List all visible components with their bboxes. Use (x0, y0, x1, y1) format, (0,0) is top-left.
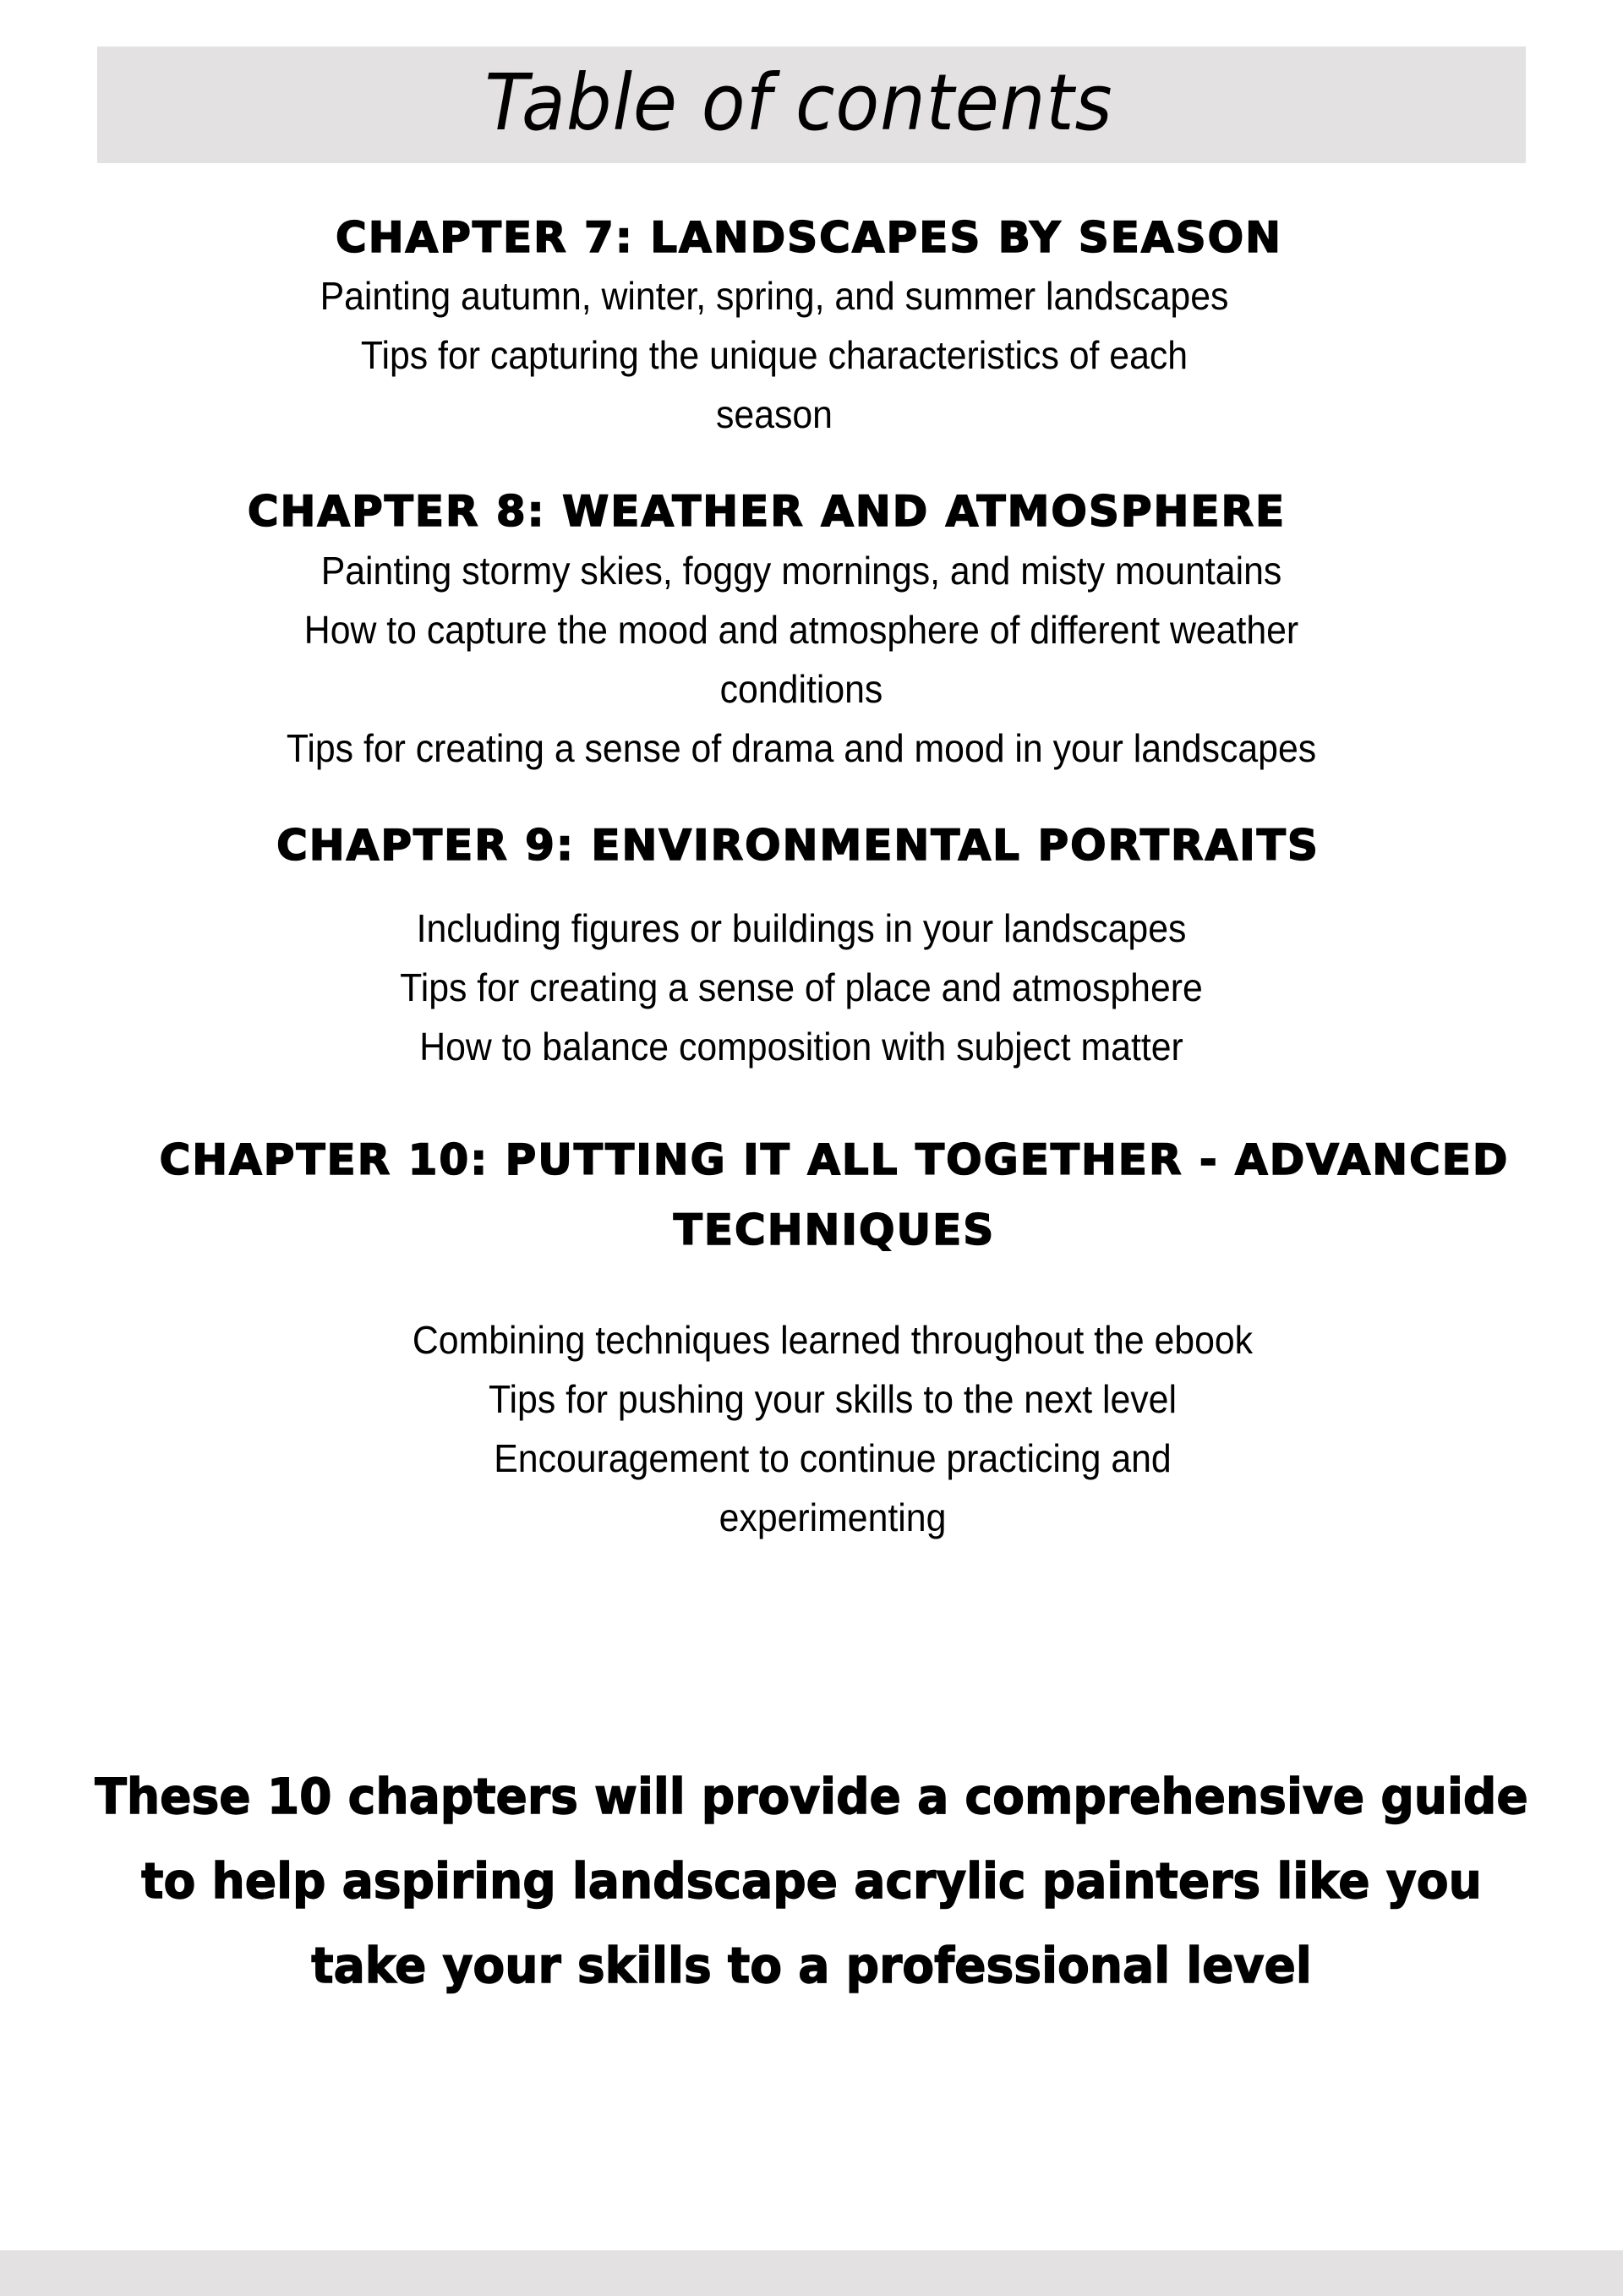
title-banner (97, 46, 1526, 163)
chapter-item: Painting stormy skies, foggy mornings, and misty mountains (320, 549, 1282, 593)
chapter-heading-continued: TECHNIQUES (673, 1205, 996, 1255)
chapter-item: Tips for creating a sense of drama and mood in your landscapes (286, 726, 1317, 770)
chapter-item: How to balance composition with subject matter (419, 1025, 1183, 1069)
chapter-heading: CHAPTER 9: ENVIRONMENTAL PORTRAITS (276, 821, 1320, 870)
chapter-item: How to capture the mood and atmosphere of different weather (303, 608, 1299, 652)
closing-line: take your skills to a professional level (311, 1937, 1312, 1994)
chapter-item: experimenting (719, 1495, 947, 1539)
footer-bar (0, 2250, 1623, 2296)
chapter-item: Encouragement to continue practicing and (494, 1436, 1172, 1480)
page-title: Table of contents (484, 57, 1113, 148)
chapter-item: Tips for creating a sense of place and atmosphere (400, 965, 1203, 1009)
closing-line: to help aspiring landscape acrylic painters like you (141, 1852, 1482, 1910)
closing-line: These 10 chapters will provide a comprehensive guide (95, 1768, 1528, 1825)
chapter-heading: CHAPTER 8: WEATHER AND ATMOSPHERE (247, 487, 1287, 536)
chapter-item: Including figures or buildings in your landscapes (416, 906, 1187, 950)
chapter-item: Painting autumn, winter, spring, and summer landscapes (320, 274, 1229, 318)
chapter-heading: CHAPTER 7: LANDSCAPES BY SEASON (336, 213, 1282, 262)
chapter-item: season (716, 392, 833, 436)
chapter-item: conditions (719, 667, 883, 711)
chapter-item: Tips for capturing the unique characteristics of each (360, 333, 1189, 377)
chapter-heading: CHAPTER 10: PUTTING IT ALL TOGETHER - ADVANCED (159, 1135, 1510, 1184)
chapter-item: Combining techniques learned throughout the ebook (412, 1318, 1254, 1362)
chapter-item: Tips for pushing your skills to the next level (488, 1377, 1177, 1421)
